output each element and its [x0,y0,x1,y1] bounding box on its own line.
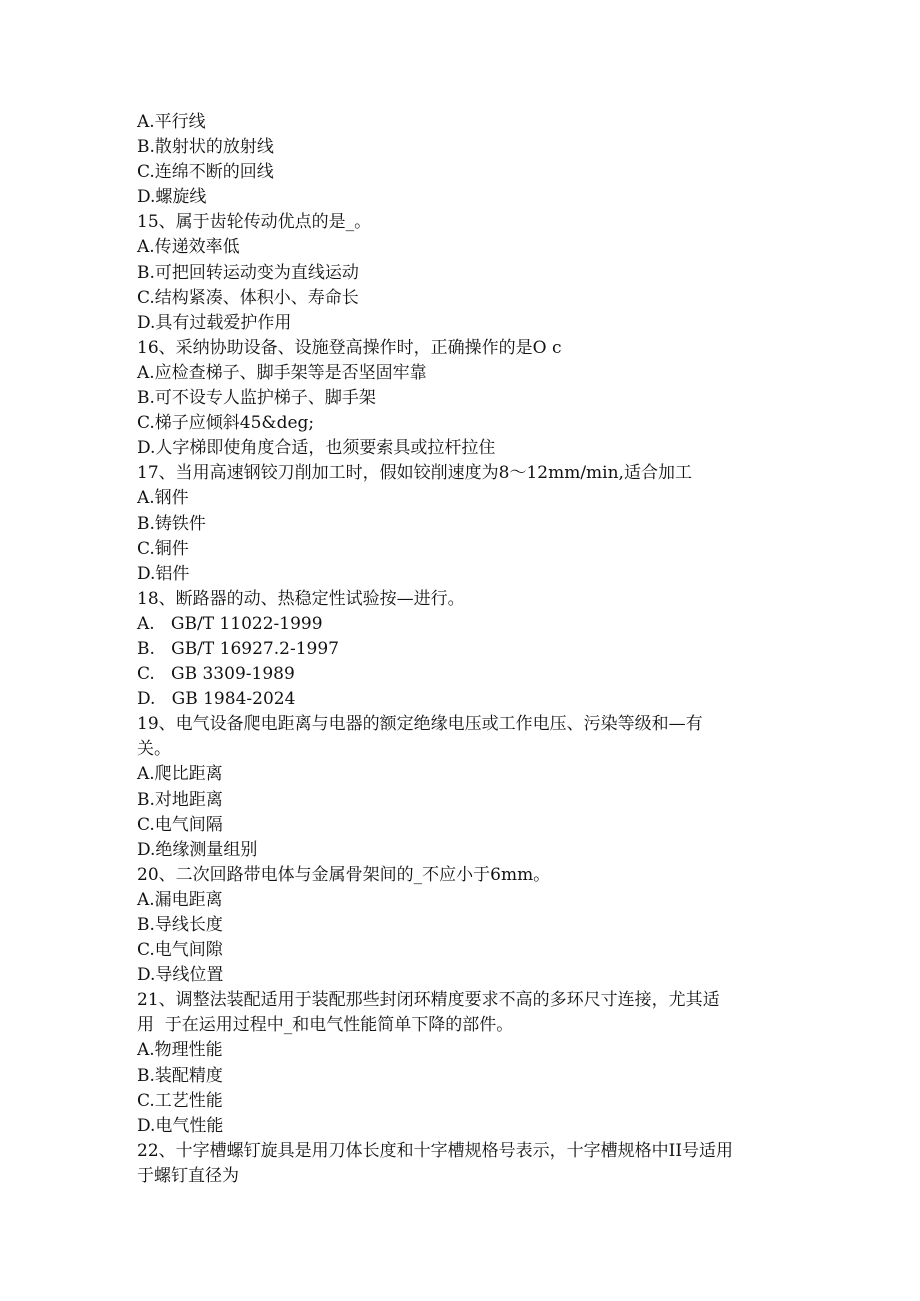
question-line: 17、当用高速钢铰刀削加工时，假如铰削速度为8～12mm/min,适合加工 [137,463,692,484]
text-line: D. GB 1984-2024 [137,689,296,710]
question-line: 22、十字槽螺钉旋具是用刀体长度和十字槽规格号表示，十字槽规格中II号适用 [137,1140,734,1161]
question-line: 21、调整法装配适用于装配那些封闭环精度要求不高的多环尺寸连接，尤其适 [137,990,720,1011]
text-line: A.物理性能 [137,1040,223,1061]
question-line: 20、二次回路带电体与金属骨架间的_不应小于6mm。 [137,864,551,885]
text-line: A.平行线 [137,112,206,132]
text-line: B.装配精度 [137,1065,223,1086]
text-line: C.工艺性能 [137,1090,223,1111]
text-line: B.可把回转运动变为直线运动 [137,262,359,283]
text-line: B.导线长度 [137,915,223,935]
text-line: B. GB/T 16927.2-1997 [137,638,339,659]
text-line: B.可不设专人监护梯子、脚手架 [137,388,376,409]
text-line: D.导线位置 [137,965,224,986]
text-line: A.传递效率低 [137,237,240,258]
text-line: C.电气间隔 [137,814,223,835]
text-line: A.漏电距离 [137,889,223,910]
text-line: D.铝件 [137,563,190,584]
text-line: D.绝缘测量组别 [137,839,258,860]
text-line: 用 于在运用过程中_和电气性能简单下降的部件。 [137,1015,514,1036]
document-body [137,110,797,1189]
text-line: C.铜件 [137,538,189,559]
text-line: 关。 [137,739,171,760]
text-line: A.应检查梯子、脚手架等是否坚固牢靠 [137,362,427,383]
text-line: 于螺钉直径为 [137,1165,239,1186]
text-line: C. GB 3309-1989 [137,664,295,685]
question-line: 18、断路器的动、热稳定性试验按—进行。 [137,588,465,609]
text-line: A.爬比距离 [137,764,223,785]
text-line: C.结构紧凑、体积小、寿命长 [137,287,359,308]
text-line: B.铸铁件 [137,513,206,534]
text-line: D.电气性能 [137,1115,224,1136]
text-line: B.散射状的放射线 [137,137,274,158]
text-line: C.梯子应倾斜45&deg; [137,413,315,434]
text-line: D.具有过载爱护作用 [137,312,292,333]
text-line: C.电气间隙 [137,940,223,961]
text-line: B.对地距离 [137,789,223,810]
text-line: D.人字梯即使角度合适，也须要索具或拉杆拉住 [137,438,496,459]
question-line: 19、电气设备爬电距离与电器的额定绝缘电压或工作电压、污染等级和—有 [137,714,703,735]
text-line: A. GB/T 11022-1999 [137,613,323,634]
text-line: D.螺旋线 [137,187,207,208]
text-line: A.钢件 [137,488,189,509]
question-line: 16、采纳协助设备、设施登高操作时，正确操作的是O c [137,337,562,358]
question-line: 15、属于齿轮传动优点的是_。 [137,212,372,233]
text-line: C.连绵不断的回线 [137,162,274,183]
